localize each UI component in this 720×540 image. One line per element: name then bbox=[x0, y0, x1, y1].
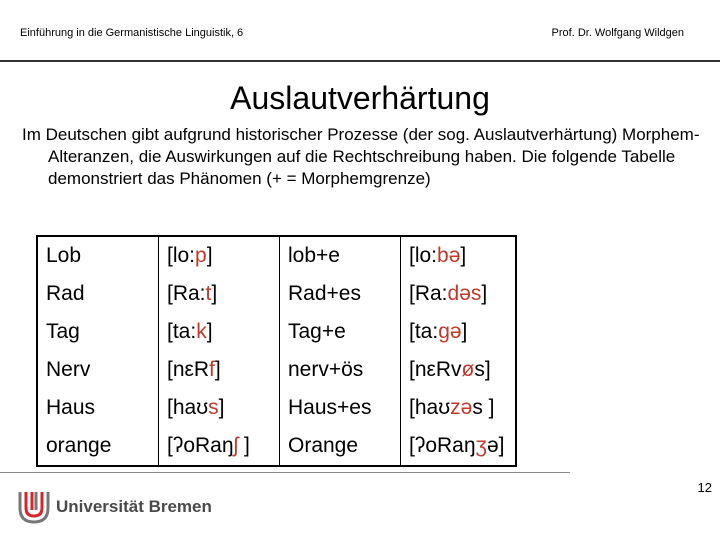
cell-transcription2 bbox=[401, 275, 517, 313]
transcription2-end-text: s ] bbox=[472, 396, 495, 419]
transcription-text: [ta: bbox=[167, 320, 197, 343]
cell-transcription2 bbox=[401, 313, 517, 351]
footer-page-box bbox=[570, 472, 720, 540]
transcription2-text: [haʊ bbox=[409, 396, 451, 419]
cell-transcription2 bbox=[401, 389, 517, 427]
transcription-text: [haʊ bbox=[167, 396, 209, 419]
transcription-text: [Ra: bbox=[167, 282, 206, 305]
transcription2-end-text: ] bbox=[481, 282, 488, 305]
page-number: 12 bbox=[697, 480, 712, 495]
cell-morpheme bbox=[280, 351, 401, 389]
transcription-end-text: ] bbox=[206, 320, 213, 343]
university-name: Universität Bremen bbox=[56, 497, 212, 516]
voiced-sound-text: dəs bbox=[447, 282, 482, 305]
transcription-end-text: ] bbox=[214, 358, 221, 381]
word-text: Rad bbox=[46, 282, 85, 305]
final-sound-text: f bbox=[209, 358, 215, 381]
transcription-end-text: ] bbox=[206, 244, 213, 267]
cell-transcription bbox=[159, 389, 280, 427]
morpheme-text: nerv+ös bbox=[288, 358, 364, 381]
final-sound-text: k bbox=[196, 320, 207, 343]
morpheme-text: Tag+e bbox=[288, 320, 346, 343]
transcription-text: [ʔoRaŋ bbox=[167, 434, 234, 457]
table-row bbox=[37, 236, 516, 275]
university-bremen-logo-icon bbox=[18, 490, 50, 524]
transcription-text: [lo: bbox=[167, 244, 196, 267]
word-text: Tag bbox=[46, 320, 80, 343]
cell-word bbox=[37, 275, 159, 313]
alternation-table bbox=[36, 235, 517, 467]
cell-transcription bbox=[159, 275, 280, 313]
cell-transcription2 bbox=[401, 236, 517, 275]
final-sound-text: t bbox=[205, 282, 212, 305]
voiced-sound-text: zə bbox=[450, 396, 473, 419]
cell-morpheme bbox=[280, 275, 401, 313]
transcription2-text: [lo: bbox=[409, 244, 438, 267]
word-text: orange bbox=[46, 434, 112, 457]
transcription-end-text: ] bbox=[238, 434, 250, 457]
cell-transcription bbox=[159, 351, 280, 389]
transcription-end-text: ] bbox=[218, 396, 225, 419]
word-text: Lob bbox=[46, 244, 82, 267]
transcription2-end-text: ] bbox=[460, 244, 467, 267]
footer-divider bbox=[0, 472, 570, 473]
cell-morpheme bbox=[280, 236, 401, 275]
cell-transcription2 bbox=[401, 351, 517, 389]
cell-word bbox=[37, 313, 159, 351]
cell-word bbox=[37, 351, 159, 389]
header-divider bbox=[0, 60, 720, 62]
intro-paragraph: Im Deutschen gibt aufgrund historischer Prozesse (der sog. Auslautverhärtung) Morphem-Alteranzen, die Auswirkungen auf die Rechtschreibung haben. Die folgende Tabelle demonstriert das Phänomen (+ = Morphemgrenze) bbox=[22, 125, 700, 188]
slide-title: Auslautverhärtung bbox=[230, 80, 490, 116]
cell-word bbox=[37, 236, 159, 275]
header-course-title: Einführung in die Germanistische Linguistik, 6 bbox=[20, 27, 244, 39]
cell-word bbox=[37, 389, 159, 427]
header-author: Prof. Dr. Wolfgang Wildgen bbox=[551, 27, 684, 39]
cell-transcription bbox=[159, 236, 280, 275]
table-row bbox=[37, 427, 516, 466]
table-row bbox=[37, 275, 516, 313]
final-sound-text: s bbox=[208, 396, 219, 419]
final-sound-text: p bbox=[195, 244, 207, 267]
word-text: Nerv bbox=[46, 358, 91, 381]
table-row bbox=[37, 389, 516, 427]
cell-transcription2 bbox=[401, 427, 517, 466]
transcription2-text: [nεRv bbox=[409, 358, 462, 381]
cell-word bbox=[37, 427, 159, 466]
cell-morpheme bbox=[280, 389, 401, 427]
transcription-end-text: ] bbox=[211, 282, 218, 305]
cell-transcription bbox=[159, 313, 280, 351]
table-row bbox=[37, 351, 516, 389]
voiced-sound-text: gə bbox=[438, 320, 462, 343]
cell-morpheme bbox=[280, 313, 401, 351]
morpheme-text: lob+e bbox=[288, 244, 340, 267]
transcription2-text: [Ra: bbox=[409, 282, 448, 305]
morpheme-text: Haus+es bbox=[288, 396, 372, 419]
transcription2-end-text: ə] bbox=[487, 434, 505, 457]
transcription2-end-text: ] bbox=[461, 320, 468, 343]
voiced-sound-text: ø bbox=[461, 358, 475, 381]
cell-morpheme bbox=[280, 427, 401, 466]
morpheme-text: Orange bbox=[288, 434, 359, 457]
table-row bbox=[37, 313, 516, 351]
transcription2-text: [ʔoRaŋ bbox=[409, 434, 476, 457]
voiced-sound-text: bə bbox=[437, 244, 461, 267]
morpheme-text: Rad+es bbox=[288, 282, 361, 305]
voiced-sound-text: ʒ bbox=[475, 434, 487, 457]
transcription2-text: [ta: bbox=[409, 320, 439, 343]
transcription-text: [nεR bbox=[167, 358, 210, 381]
transcription2-end-text: s] bbox=[474, 358, 491, 381]
final-sound-text: ʃ bbox=[233, 434, 239, 457]
cell-transcription bbox=[159, 427, 280, 466]
word-text: Haus bbox=[46, 396, 96, 419]
